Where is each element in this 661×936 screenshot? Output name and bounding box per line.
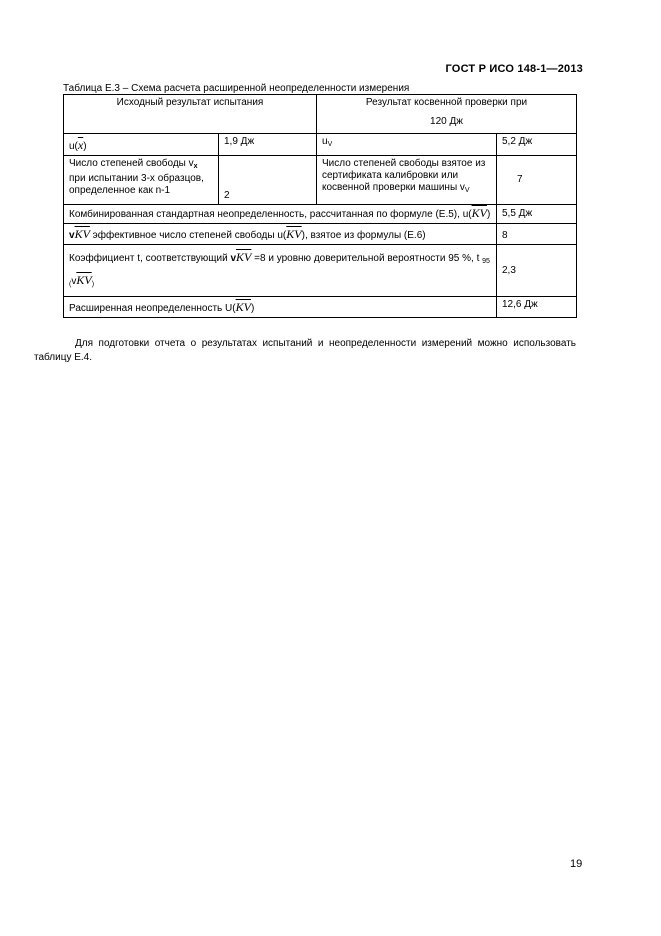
uv-value: 5,2 Дж: [497, 134, 577, 156]
table-row: [64, 224, 577, 245]
table-row: [64, 205, 577, 224]
table-row: [64, 297, 577, 318]
table-row: [64, 245, 577, 297]
document-header: ГОСТ Р ИСО 148-1—2013: [445, 63, 583, 75]
coverage-factor-label: Коэффициент t, соответствующий $v\overline{KV} =8$ и уровню доверительной вероятности 95 %, t $_{95 (}v\overline{KV}_)$: [64, 245, 497, 297]
table-header-row: [64, 95, 577, 134]
dof-v-value: 7: [497, 156, 577, 205]
header-right-cell: Результат косвенной проверки при 120 Дж: [317, 95, 577, 134]
effective-dof-value: 8: [497, 224, 577, 245]
dof-v-label: Число степеней свободы взятое из сертификата калибровки или косвенной проверки машины $v_V$: [317, 156, 497, 205]
dof-x-value: 2: [219, 156, 317, 205]
expanded-uncertainty-value: 12,6 Дж: [497, 297, 577, 318]
dof-x-label: Число степеней свободы $v_x$ при испытании 3-х образцов, определенное как n-1: [64, 156, 219, 205]
combined-uncertainty-value: 5,5 Дж: [497, 205, 577, 224]
effective-dof-label: $v\overline{KV}$ эффективное число степеней свободы $u(\overline{KV})$, взятое из формулы (Е.6): [64, 224, 497, 245]
body-paragraph: Для подготовки отчета о результатах испытаний и неопределенности измерений можно использовать таблицу Е.4.: [34, 338, 576, 363]
table-caption: Таблица Е.3 – Схема расчета расширенной неопределенности измерения: [63, 83, 410, 94]
combined-uncertainty-label: Комбинированная стандартная неопределенность, рассчитанная по формуле (Е.5), $u(\overline{KV})$: [64, 205, 497, 224]
uncertainty-table: [63, 94, 577, 318]
uv-label: $u_V$: [317, 134, 497, 156]
table-row: [64, 134, 577, 156]
u-x-value: 1,9 Дж: [219, 134, 317, 156]
header-left-cell: Исходный результат испытания: [64, 95, 317, 134]
u-x-label: $u(\overline{x})$: [64, 134, 219, 156]
coverage-factor-value: 2,3: [497, 245, 577, 297]
page-number: 19: [570, 858, 583, 870]
expanded-uncertainty-label: Расширенная неопределенность $U(\overline{KV})$: [64, 297, 497, 318]
table-row: [64, 156, 577, 205]
